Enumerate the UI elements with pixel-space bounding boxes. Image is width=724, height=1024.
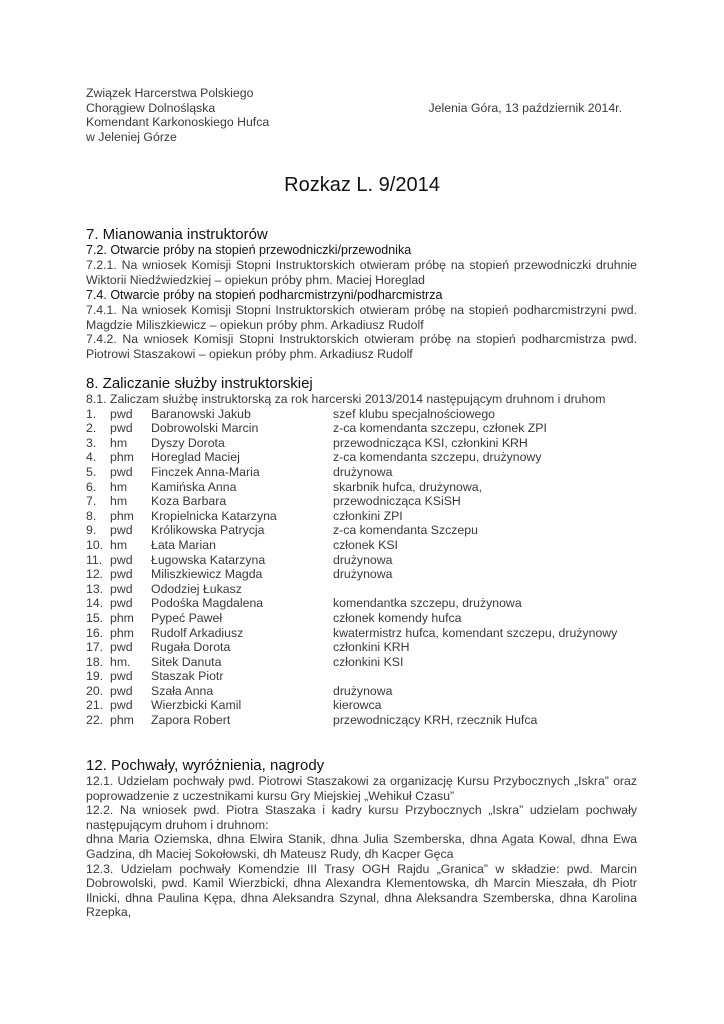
item-function: z-ca komendanta Szczepu <box>333 523 478 538</box>
item-number: 19. <box>86 669 104 684</box>
item-name: Finczek Anna-Maria <box>151 464 260 479</box>
paragraph: 12.1. Udzielam pochwały pwd. Piotrowi Staszakowi za organizację Kursu Przybocznych „Iskra” oraz poprowadzenie z uczestnikami kursu Gry Miejskiej „Wehikuł Czasu” <box>86 774 637 803</box>
item-name: Szała Anna <box>151 683 214 698</box>
item-name: Staszak Piotr <box>151 669 224 684</box>
subsection-heading: 7.4. Otwarcie próby na stopień podharcmistrzyni/podharcmistrza <box>86 288 443 303</box>
item-rank: hm <box>110 435 128 450</box>
org-line: Związek Harcerstwa Polskiego <box>86 86 254 100</box>
section-12 <box>86 757 637 920</box>
list-item <box>86 669 637 684</box>
item-number: 17. <box>86 640 104 655</box>
list-item <box>86 436 637 451</box>
item-function: członkini KSI <box>333 654 404 669</box>
paragraph: 12.3. Udzielam pochwały Komendzie III Trasy OGH Rajdu „Granica” w składzie: pwd. Marcin Dobrowolski, pwd. Kamil Wierzbicki, dhna Alexandra Klementowska, dh Marcin Mieszała, dh Piotr Ilnicki, dhna Paulina Kępa, dhna Aleksandra Szynal, dhna Aleksandra Szemberska, dhna Karolina Rzepka, <box>86 861 637 920</box>
item-function: drużynowa <box>333 567 393 582</box>
list-item <box>86 582 637 597</box>
item-number: 13. <box>86 581 104 596</box>
service-list <box>86 407 637 728</box>
item-number: 12. <box>86 567 104 582</box>
item-number: 9. <box>86 523 97 538</box>
item-number: 7. <box>86 494 97 509</box>
item-function: członek KSI <box>333 537 398 552</box>
list-item <box>86 626 637 641</box>
item-name: Sitek Danuta <box>151 654 222 669</box>
item-function: kierowca <box>333 698 382 713</box>
item-function: przewodniczący KRH, rzecznik Hufca <box>333 713 538 728</box>
list-item <box>86 640 637 655</box>
item-number: 11. <box>86 552 103 567</box>
item-name: Królikowska Patrycja <box>151 523 265 538</box>
item-function: przewodnicząca KSI, członkini KRH <box>333 435 528 450</box>
item-number: 15. <box>86 610 104 625</box>
section-heading: 7. Mianowania instruktorów <box>86 226 268 243</box>
item-number: 1. <box>86 406 97 421</box>
item-name: Zapora Robert <box>151 713 231 728</box>
item-number: 16. <box>86 625 104 640</box>
list-item <box>86 494 637 509</box>
list-item <box>86 684 637 699</box>
section-7 <box>86 226 637 362</box>
item-function: członkini KRH <box>333 640 410 655</box>
item-function: członek komendy hufca <box>333 610 462 625</box>
section-8 <box>86 375 637 728</box>
item-rank: pwd <box>110 406 133 421</box>
list-item <box>86 523 637 538</box>
item-number: 8. <box>86 508 97 523</box>
item-number: 18. <box>86 654 104 669</box>
paragraph: 12.2. Na wniosek pwd. Piotra Staszaka i kadry kursu Przybocznych „Iskra” udzielam pochwały następującym druhom i druhnom: <box>86 803 637 832</box>
subsection-heading: 7.2. Otwarcie próby na stopień przewodniczki/przewodnika <box>86 243 412 257</box>
list-item <box>86 421 637 436</box>
item-function: skarbnik hufca, drużynowa, <box>333 479 483 494</box>
item-number: 14. <box>86 596 104 611</box>
item-function: z-ca komendanta szczepu, drużynowy <box>333 450 542 465</box>
item-name: Kropielnicka Katarzyna <box>151 508 277 523</box>
item-name: Wierzbicki Kamil <box>151 698 242 713</box>
paragraph: 7.2.1. Na wniosek Komisji Stopni Instruktorskich otwieram próbę na stopień przewodniczki druhnie Wiktorii Niedźwiedzkiej – opiekun próby phm. Maciej Horeglad <box>86 258 637 287</box>
item-number: 4. <box>86 450 97 465</box>
item-rank: phm <box>110 625 134 640</box>
item-function: drużynowa <box>333 683 393 698</box>
list-item <box>86 713 637 728</box>
list-item <box>86 450 637 465</box>
item-function: kwatermistrz hufca, komendant szczepu, drużynowy <box>333 625 618 640</box>
item-number: 3. <box>86 435 97 450</box>
item-rank: phm <box>110 610 134 625</box>
list-item <box>86 698 637 713</box>
item-function: komendantka szczepu, drużynowa <box>333 596 522 611</box>
item-name: Horeglad Maciej <box>151 450 240 465</box>
item-rank: pwd <box>110 669 133 684</box>
item-name: Łata Marian <box>151 537 216 552</box>
list-item <box>86 480 637 495</box>
list-item <box>86 596 637 611</box>
item-name: Kamińska Anna <box>151 479 237 494</box>
item-number: 21. <box>86 698 104 713</box>
list-item <box>86 407 637 422</box>
item-name: Dyszy Dorota <box>151 435 225 450</box>
item-number: 20. <box>86 683 104 698</box>
list-item <box>86 655 637 670</box>
section-heading: 12. Pochwały, wyróżnienia, nagrody <box>86 757 325 774</box>
item-rank: pwd <box>110 421 133 436</box>
item-function: przewodnicząca KSiSH <box>333 494 461 509</box>
document-title: Rozkaz L. 9/2014 <box>284 174 440 196</box>
item-rank: hm. <box>110 654 131 669</box>
org-line: Komendant Karkonoskiego Hufca <box>86 115 270 130</box>
list-item <box>86 538 637 553</box>
item-name: Rugała Dorota <box>151 640 231 655</box>
place-date: Jelenia Góra, 13 październik 2014r. <box>428 101 622 115</box>
item-name: Miliszkiewicz Magda <box>151 567 263 582</box>
item-name: Podośka Magdalena <box>151 596 264 611</box>
paragraph: 7.4.1. Na wniosek Komisji Stopni Instruktorskich otwieram próbę na stopień podharcmistrzyni pwd. Magdzie Miliszkiewicz – opiekun próby phm. Arkadiusz Rudolf <box>86 303 637 332</box>
item-rank: phm <box>110 713 134 728</box>
list-item <box>86 553 637 568</box>
item-number: 6. <box>86 479 97 494</box>
item-function: drużynowa <box>333 552 393 567</box>
item-number: 22. <box>86 713 104 728</box>
item-number: 2. <box>86 421 97 436</box>
item-name: Koza Barbara <box>151 494 227 509</box>
item-rank: pwd <box>110 683 133 698</box>
item-rank: pwd <box>110 581 133 596</box>
item-rank: pwd <box>110 567 133 582</box>
item-rank: hm <box>110 479 128 494</box>
item-rank: pwd <box>110 640 133 655</box>
list-item <box>86 465 637 480</box>
item-function: drużynowa <box>333 464 393 479</box>
item-rank: pwd <box>110 698 133 713</box>
item-rank: phm <box>110 450 134 465</box>
item-rank: pwd <box>110 596 133 611</box>
org-line: w Jeleniej Górze <box>86 129 177 144</box>
item-name: Pypeć Paweł <box>151 610 223 625</box>
item-function: z-ca komendanta szczepu, członek ZPI <box>333 421 547 436</box>
item-function: szef klubu specjalnościowego <box>333 406 496 421</box>
list-item <box>86 611 637 626</box>
item-function: członkini ZPI <box>333 508 403 523</box>
item-rank: pwd <box>110 464 133 479</box>
list-item <box>86 509 637 524</box>
paragraph: 8.1. Zaliczam służbę instruktorską za rok harcerski 2013/2014 następującym druhnom i druhom <box>86 392 606 406</box>
item-number: 5. <box>86 464 97 479</box>
list-item <box>86 567 637 582</box>
item-rank: pwd <box>110 523 133 538</box>
item-name: Ługowska Katarzyna <box>151 552 266 567</box>
item-name: Baranowski Jakub <box>151 406 251 421</box>
item-rank: phm <box>110 508 134 523</box>
item-name: Rudolf Arkadiusz <box>151 625 244 640</box>
item-number: 10. <box>86 537 104 552</box>
item-name: Dobrowolski Marcin <box>151 421 259 436</box>
item-rank: pwd <box>110 552 133 567</box>
paragraph: 7.4.2. Na wniosek Komisji Stopni Instruktorskich otwieram próbę na stopień podharcmistrza pwd. Piotrowi Staszakowi – opiekun próby phm. Arkadiusz Rudolf <box>86 332 637 361</box>
org-line: Chorągiew Dolnośląska <box>86 100 216 115</box>
paragraph: dhna Maria Oziemska, dhna Elwira Stanik, dhna Julia Szemberska, dhna Agata Kowal, dhna Ewa Gadzina, dh Maciej Sokołowski, dh Mateusz Rudy, dh Kacper Gęca <box>86 832 637 861</box>
item-name: Ododziej Łukasz <box>151 581 242 596</box>
item-rank: hm <box>110 537 128 552</box>
section-heading: 8. Zaliczanie służby instruktorskiej <box>86 375 313 392</box>
item-rank: hm <box>110 494 128 509</box>
